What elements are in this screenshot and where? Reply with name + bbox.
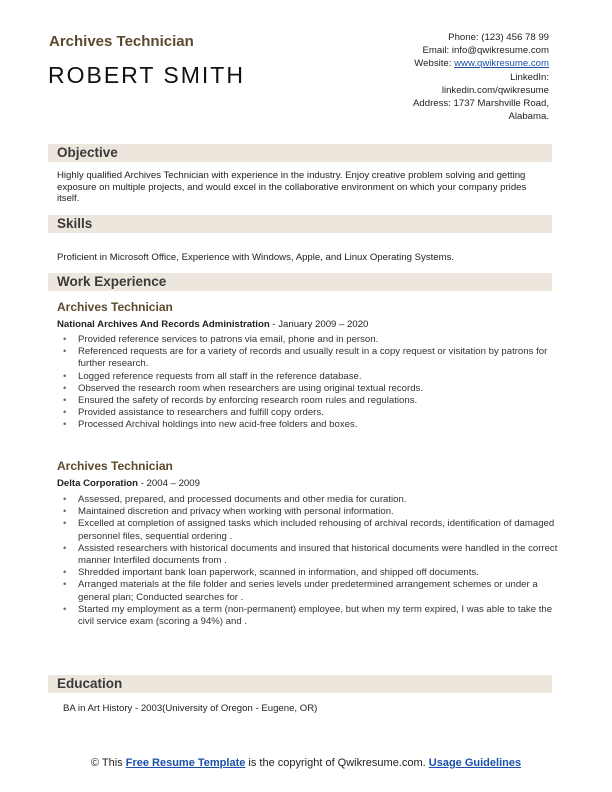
work-title: Work Experience: [57, 274, 167, 289]
objective-text: Highly qualified Archives Technician with experience in the industry. Enjoy creative problem solving and getting exposure on multiple projects, and would excel in the collaborative environment on which your company prides itself.: [57, 170, 527, 205]
education-section-header: [48, 675, 552, 693]
usage-guidelines-link[interactable]: Usage Guidelines: [428, 757, 522, 769]
job-1-employer-line: [57, 319, 368, 330]
job-1-bullets: [62, 334, 558, 432]
list-item: • Assisted researchers with historical documents and insured that historical documents were handled in the correct manner Interfiled documents from .: [78, 543, 558, 567]
contact-phone: Phone: (123) 456 78 99: [448, 32, 549, 43]
contact-linkedin-value: linkedin.com/qwikresume: [441, 84, 549, 96]
job-2-employer: Delta Corporation: [57, 478, 139, 489]
contact-address-line1: Address: 1737 Marshville Road,: [413, 98, 549, 110]
candidate-name: ROBERT SMITH: [48, 62, 245, 88]
job-1-title: Archives Technician: [57, 300, 173, 314]
contact-address-line2: Alabama.: [508, 111, 549, 123]
skills-title: Skills: [57, 216, 93, 231]
list-item: • Shredded important bank loan paperwork, scanned in information, and shipped off documents.: [78, 567, 558, 579]
free-resume-template-link[interactable]: Free Resume Template: [125, 757, 246, 769]
skills-section-header: [48, 215, 552, 233]
list-item: • Ensured the safety of records by enforcing research room rules and regulations.: [78, 395, 558, 407]
contact-linkedin-label: LinkedIn:: [510, 71, 549, 83]
header-job-title: Archives Technician: [49, 33, 194, 50]
copyright-footer: [48, 757, 564, 770]
footer-prefix: © This: [90, 757, 126, 769]
education-text: BA in Art History - 2003(University of Oregon - Eugene, OR): [63, 703, 318, 714]
list-item: • Provided assistance to researchers and fulfill copy orders.: [78, 407, 558, 419]
list-item: • Logged reference requests from all staff in the reference database.: [78, 371, 558, 383]
education-title: Education: [57, 676, 123, 691]
list-item: • Arranged materials at the file folder and series levels under predetermined arrangement schemes or under a general plan; Conducted searches for .: [78, 579, 558, 603]
job-2-bullets: [62, 494, 558, 628]
list-item: • Provided reference services to patrons via email, phone and in person.: [78, 334, 558, 346]
objective-section-header: [48, 144, 552, 162]
contact-block: [329, 31, 549, 123]
job-1-employer: National Archives And Records Administration: [57, 319, 270, 330]
footer-middle: is the copyright of Qwikresume.com.: [245, 757, 429, 769]
contact-website: [329, 57, 549, 70]
website-link[interactable]: www.qwikresume.com: [454, 58, 549, 70]
job-2-dates: - 2004 – 2009: [138, 478, 200, 489]
list-item: • Processed Archival holdings into new acid-free folders and boxes.: [78, 419, 558, 431]
list-item: • Maintained discretion and privacy when working with personal information.: [78, 506, 558, 518]
list-item: • Assessed, prepared, and processed documents and other media for curation.: [78, 494, 558, 506]
list-item: • Referenced requests are for a variety of records and usually result in a copy request or visitation by patrons for further research.: [78, 346, 558, 370]
job-2-employer-line: [57, 478, 200, 489]
contact-website-label: Website:: [414, 58, 455, 70]
skills-text: Proficient in Microsoft Office, Experience with Windows, Apple, and Linux Operating Systems.: [57, 252, 455, 263]
objective-title: Objective: [57, 145, 118, 160]
work-section-header: [48, 273, 552, 291]
contact-email: Email: info@qwikresume.com: [422, 45, 549, 57]
job-1-dates: - January 2009 – 2020: [269, 319, 369, 330]
list-item: • Started my employment as a term (non-permanent) employee, but when my term expired, I was able to take the civil service exam (scoring a 94%) and .: [78, 604, 558, 628]
list-item: • Excelled at completion of assigned tasks which included rehousing of archival records, identification of damaged personnel files, sequential ordering .: [78, 518, 558, 542]
list-item: • Observed the research room when researchers are using original textual records.: [78, 383, 558, 395]
job-2-title: Archives Technician: [57, 459, 173, 473]
